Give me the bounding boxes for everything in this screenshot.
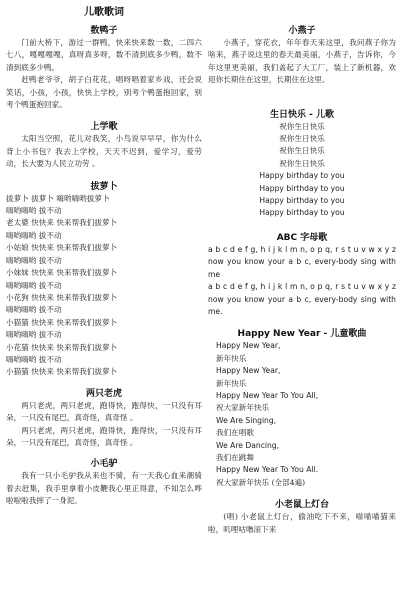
lyric-line: We Are Singing, [216,415,277,425]
lyric-line: 嗨哟嗨哟 拔不动 [6,255,62,265]
tigers-verse-1: 两只老虎，两只老虎，跑得快，跑得快，一只没有耳朵，一只没有尾巴，真奇怪，真奇怪 。 [6,400,202,423]
mouse-verse: (唱) 小老鼠上灯台，偷油吃下不来，喵喵喵猫来啦，叽哩咕噜滚下来 [208,512,396,534]
lyric-line: 祝大家新年快乐 (全部4遍) [216,477,306,487]
donkey-verse: 我有一只小毛驴我从来也不骑，有一天我心血来潮骑着去赶集，我手里拿着小皮鞭我心里正得意，不知怎么哗啦啦啦我摔了一身泥。 [6,471,202,506]
lyric-line: Happy New Year, [216,366,281,376]
page-title: 儿歌歌词 [84,7,124,18]
lyric-line: 嗨哟嗨哟 拔不动 [6,206,62,216]
tigers-verse-2: 两只老虎，两只老虎，跑得快，跑得快，一只没有耳朵，一只没有尾巴，真奇怪，真奇怪 。 [6,425,202,447]
lyric-line: 小花狗 快快来 快来帮我们拔萝卜 [6,292,118,302]
lyric-line: Happy New Year, [216,341,281,351]
lyric-line: Happy birthday to you [259,171,345,181]
lyric-line: Happy birthday to you [259,183,345,193]
song-title-mouse: 小老鼠上灯台 [274,500,329,511]
lyric-line: 嗨哟嗨哟 拔不动 [6,354,62,364]
song-title-radish: 拔萝卜 [90,181,118,192]
song-title-donkey: 小毛驴 [90,459,118,470]
lyric-line: Happy birthday to you [259,196,345,206]
lyric-line: 祝你生日快乐 [279,158,325,168]
left-column [6,0,202,508]
lyric-line: 祝你生日快乐 [279,134,325,144]
lyric-line: Happy birthday to you [259,208,345,218]
lyric-line: 嗨哟嗨哟 拔不动 [6,330,62,340]
lyric-line: 小妹妹 快快来 快来帮我们拔萝卜 [6,268,118,278]
song-title-birthday: 生日快乐 - 儿歌 [269,109,334,120]
song-title-swallow: 小燕子 [288,26,316,36]
lyric-line: 祝大家新年快乐 [216,403,270,413]
lyric-line: 小猫猫 快快来 快来帮我们拔萝卜 [6,367,118,377]
lyric-line: 小花猫 快快来 快来帮我们拔萝卜 [6,342,118,352]
song-title-go-school: 上学歌 [90,122,118,133]
lyric-line: 嗨哟嗨哟 拔不动 [6,305,62,315]
lyric-line: 祝你生日快乐 [279,146,325,156]
radish-lyrics [6,193,202,379]
lyric-line: 小姑娘 快快来 快来帮我们拔萝卜 [6,243,118,253]
song-title-tigers: 两只老虎 [85,388,122,399]
lyric-line: 新年快乐 [216,353,247,363]
lyric-line: 老太婆 快快来 快来帮我们拔萝卜 [6,218,118,228]
song-title-abc: ABC 字母歌 [276,232,328,243]
abc-verse-2: a b c d e f g, h i j k l m n, o p q, r s t u v w x y z now you know your a b c, every-body sing with me. [208,282,396,316]
swallow-verse: 小燕子，穿花衣，年年春天来这里，我问燕子你为啥来，燕子说这里的春天最美丽，小燕子，告诉你，今年这里更美丽，我们盖起了大工厂，装上了新机器，欢迎你长期住在这里，长期住在这里。 [208,38,396,85]
new-year-lyrics [208,340,396,489]
lyric-line: 拔萝卜 拔萝卜 嗨哟嗨哟拔萝卜 [6,193,110,203]
lyric-line: 嗨哟嗨哟 拔不动 [6,280,62,290]
lyric-line: 小猫猫 快快来 快来帮我们拔萝卜 [6,317,118,327]
lyric-line: Happy New Year To You All, [216,390,319,400]
abc-verse-1: a b c d e f g, h i j k l m n, o p q, r s t u v w x y z now you know your a b c, every-body sing with me [208,244,396,279]
lyric-line: 新年快乐 [216,378,247,388]
lyric-line: 我们在跳舞 [216,452,254,462]
song-title-new-year: Happy New Year - 儿童歌曲 [237,329,367,340]
lyric-line: 我们在唱歌 [216,428,254,438]
right-column [208,0,396,536]
birthday-lyrics [208,121,396,220]
lyric-line: Happy New Year To You All. [216,465,319,475]
song-title-count-ducks: 数鸭子 [90,26,118,36]
count-ducks-verse-2: 赶鸭老爷爷，胡子白花花，唱呀唱着家乡戏，还会说笑话，小孩，小孩，快快上学校，别考个鸭蛋抱回家，别考个鸭蛋抱回家。 [6,75,202,110]
lyric-line: 祝你生日快乐 [279,121,325,131]
go-school-verse: 太阳当空照，花儿对我笑，小鸟说早早早，你为什么背上小书包？我去上学校，天天不迟到，爱学习，爱劳动，长大要为人民立功劳 。 [6,134,202,169]
lyric-line: We Are Dancing, [216,440,280,450]
count-ducks-verse-1: 门前大桥下，游过一群鸭，快来快来数一数，二四六七八，嘎嘎嘎嘎，真呀真多呀，数不清到底多少鸭，数不清到底多少鸭。 [6,38,202,72]
lyric-line: 嗨哟嗨哟 拔不动 [6,230,62,240]
